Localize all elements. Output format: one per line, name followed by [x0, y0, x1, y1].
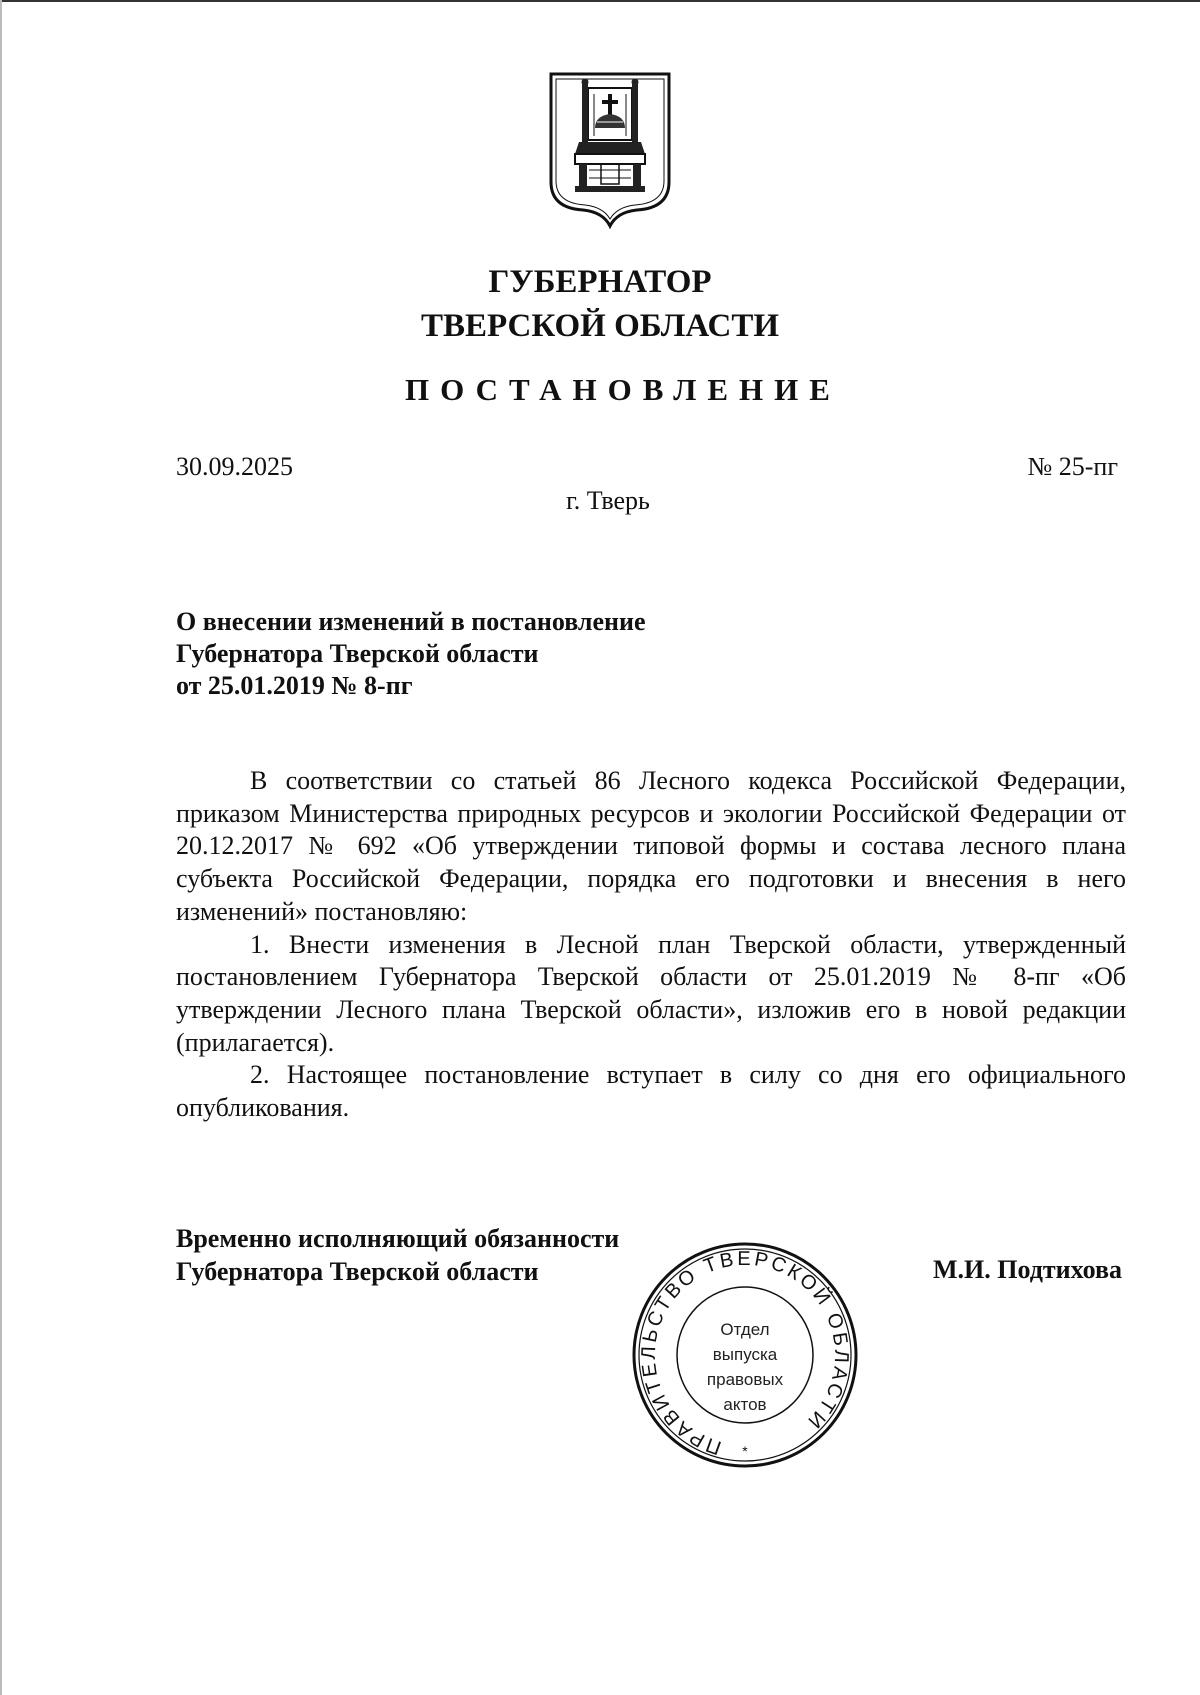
- subject-line-1: О внесении изменений в постановление: [176, 607, 646, 636]
- document-subject: [176, 606, 816, 702]
- subject-line-2: Губернатора Тверской области: [176, 639, 539, 668]
- body-paragraph-item-1: 1. Внести изменения в Лесной план Тверской области, утвержденный постановлением Губернатора Тверской области от 25.01.2019 № 8-пг «Об утверждении Лесного плана Тверской области», изложив его в новой редакции (прилагается).: [176, 929, 1126, 1057]
- document-type: ПОСТАНОВЛЕНИЕ: [405, 372, 841, 407]
- signatory-name: М.И. Подтихова: [932, 1255, 1122, 1284]
- authority-line-2: ТВЕРСКОЙ ОБЛАСТИ: [420, 308, 780, 344]
- signature-title: [176, 1222, 619, 1288]
- signature-title-line-2: Губернатора Тверской области: [176, 1257, 539, 1286]
- body-paragraph-item-2: 2. Настоящее постановление вступает в силу со дня его официального опубликования.: [176, 1060, 1126, 1123]
- seal-star: *: [742, 1443, 748, 1459]
- scan-left-edge: [0, 0, 2, 1695]
- seal-center-line-2: выпуска: [712, 1345, 778, 1364]
- seal-ring-text: ПРАВИТЕЛЬСТВО ТВЕРСКОЙ ОБЛАСТИ: [637, 1247, 853, 1459]
- seal-center-line-3: правовых: [706, 1370, 784, 1389]
- document-number: № 25-пг: [1027, 452, 1118, 481]
- document-city: г. Тверь: [566, 486, 650, 515]
- seal-center-text: [630, 1317, 860, 1417]
- document-body: [176, 765, 1126, 1125]
- document-date: 30.09.2025: [176, 452, 293, 481]
- scan-top-edge: [0, 0, 1200, 2]
- coat-of-arms-icon: [545, 70, 675, 230]
- seal-center-line-4: актов: [723, 1395, 767, 1414]
- seal-center-line-1: Отдел: [720, 1320, 770, 1339]
- subject-line-3: от 25.01.2019 № 8-пг: [176, 671, 413, 700]
- authority-line-1: ГУБЕРНАТОР: [488, 264, 712, 300]
- body-paragraph-preamble: В соответствии со статьей 86 Лесного кодекса Российской Федерации, приказом Министерства природных ресурсов и экологии Российской Федерации от 20.12.2017 № 692 «Об утверждении типовой формы и состава лесного плана субъекта Российской Федерации, порядка его подготовки и внесения в него изменений» постановляю:: [176, 766, 1126, 926]
- signature-title-line-1: Временно исполняющий обязанности: [176, 1224, 620, 1253]
- issuing-authority: [0, 260, 1200, 348]
- official-seal-stamp: [630, 1240, 860, 1470]
